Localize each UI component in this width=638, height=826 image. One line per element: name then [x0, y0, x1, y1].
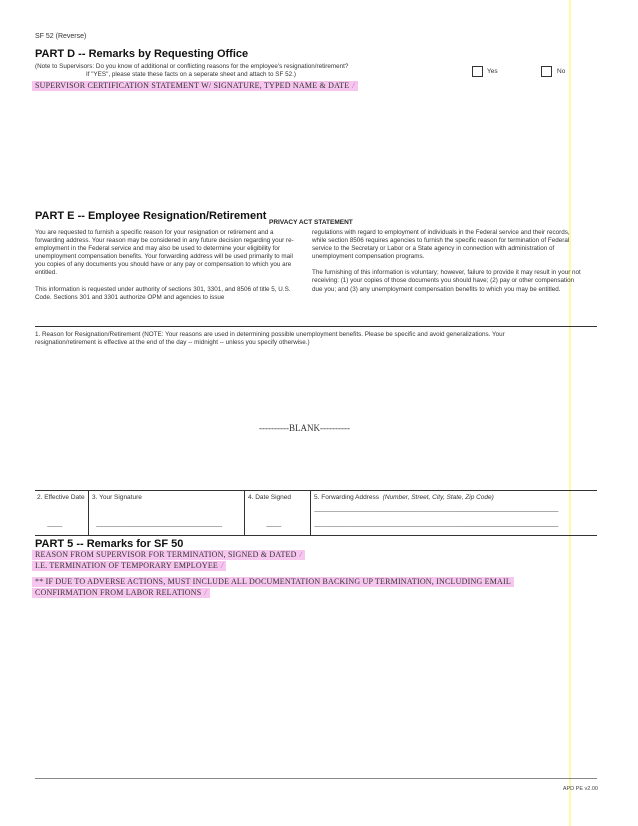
your-signature-field[interactable]: ------------------------------------------------------------------------------------ [96, 524, 222, 530]
part-5-highlight-line2: I.E. TERMINATION OF TEMPORARY EMPLOYEE / [32, 561, 226, 571]
yes-checkbox[interactable] [472, 66, 483, 77]
part-d-title: PART D -- Remarks by Requesting Office [35, 48, 249, 60]
divider-line [35, 326, 597, 327]
date-signed-label: 4. Date Signed [248, 494, 292, 501]
footer-line [35, 778, 597, 779]
part-5-highlight-line1: REASON FROM SUPERVISOR FOR TERMINATION, SIGNED & DATED / [32, 550, 305, 560]
privacy-right-paragraph-2: The furnishing of this information is voluntary; however, failure to provide it may result in your not receiving: (1) your copies of those documents you should have; (2) pay or other compensation due you; and (3) any unemployment compensation benefits to which you may be entitled. [312, 269, 581, 293]
no-label: No [557, 68, 566, 75]
forwarding-address-line2-field[interactable]: ------------------------------------------------------------------------------------------------------------------------------------------------------------------- [314, 524, 559, 530]
cell-divider [88, 490, 89, 536]
part-e-title: PART E -- Employee Resignation/Retirement [35, 210, 267, 222]
no-checkbox[interactable] [541, 66, 552, 77]
privacy-right-paragraph-1: regulations with regard to employment of individuals in the Federal service and their records, while section 8506 requires agencies to furnish the specific reason for termination of Federal service to the Secretary or Labor or a State agency in connection with administration of unemployment compensation programs. [312, 229, 570, 261]
date-signed-field[interactable]: ---------- [266, 524, 281, 530]
cell-divider [244, 490, 245, 536]
reason-label-line2: resignation/retirement is effective at the end of the day -- midnight -- unless you specify otherwise.) [35, 339, 310, 346]
effective-date-field[interactable]: ---------- [47, 524, 62, 530]
your-signature-label: 3. Your Signature [92, 494, 142, 501]
yes-label: Yes [487, 68, 498, 75]
signature-row-top-line [35, 490, 597, 491]
signature-row-bottom-line [35, 535, 597, 536]
effective-date-label: 2. Effective Date [37, 494, 85, 501]
form-id: SF 52 (Reverse) [35, 33, 87, 40]
form-version: APD PE v2.00 [562, 786, 598, 792]
blank-placeholder: ----------BLANK---------- [259, 423, 350, 433]
part-d-note-line2: If "YES", please state these facts on a seperate sheet and attach to SF 52.) [86, 71, 296, 78]
part-5-title: PART 5 -- Remarks for SF 50 [35, 538, 184, 550]
privacy-left-column [35, 229, 298, 310]
margin-marker-line [569, 0, 571, 826]
part-5-highlight-line4: CONFIRMATION FROM LABOR RELATIONS / [32, 588, 210, 598]
privacy-act-header: PRIVACY ACT STATEMENT [269, 219, 353, 226]
part-5-highlight-line3: ** IF DUE TO ADVERSE ACTIONS, MUST INCLUDE ALL DOCUMENTATION BACKING UP TERMINATION, INCLUDING EMAIL [32, 577, 514, 587]
forwarding-address-label: 5. Forwarding Address (Number, Street, City, State, Zip Code) [314, 494, 494, 501]
supervisor-certification-highlight: SUPERVISOR CERTIFICATION STATEMENT W/ SIGNATURE, TYPED NAME & DATE / [32, 81, 358, 91]
part-d-note-line1: (Note to Supervisors: Do you know of additional or conflicting reasons for the employee's resignation/retirement? [35, 63, 349, 70]
reason-label-line1: 1. Reason for Resignation/Retirement (NOTE: Your reasons are used in determining possible unemployment benefits. Please be specific and avoid generalizations. Your [35, 331, 505, 338]
privacy-left-paragraph-1: You are requested to furnish a specific reason for your resignation or retirement and a forwarding address. Your reason may be considered in any future decision regarding your re-employment in the Federal service and may also be used to determine your eligibility for unemployment compensation benefits. Your forwarding address will be used primarily to mail you copies of any documents you should have or any pay or compensation to which you are entitled. [35, 229, 294, 277]
forwarding-address-line1-field[interactable]: ------------------------------------------------------------------------------------------------------------------------------------------------------------------- [314, 509, 559, 515]
cell-divider [310, 490, 311, 536]
privacy-right-column [312, 229, 582, 302]
privacy-left-paragraph-2: This information is requested under authority of sections 301, 3301, and 8506 of title 5, U.S. Code. Sections 301 and 3301 authorize OPM and agencies to issue [35, 285, 291, 301]
